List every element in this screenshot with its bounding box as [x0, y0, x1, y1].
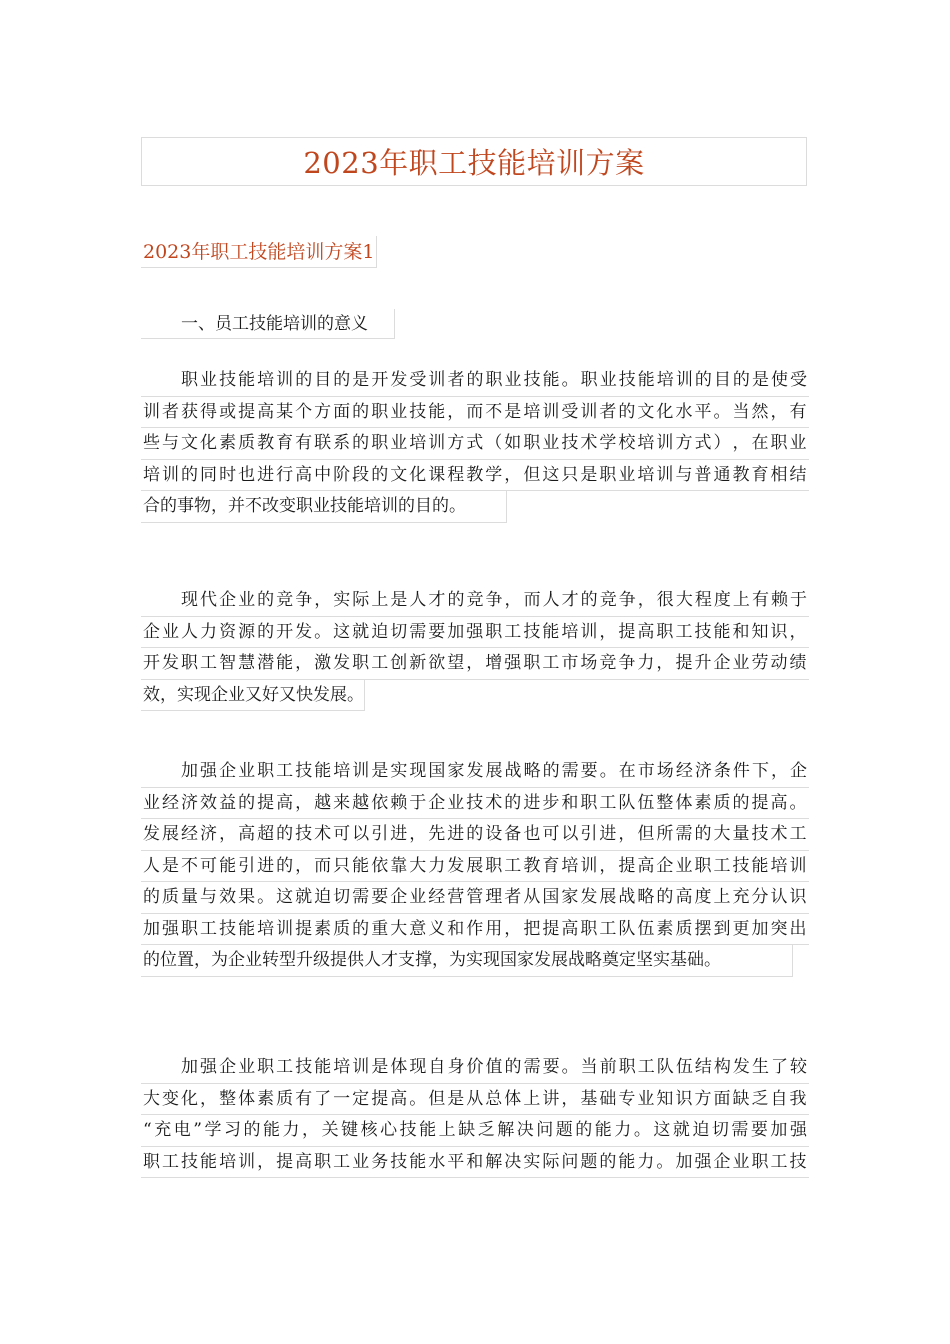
paragraph-line: 些 与 文 化 素 质 教 育 有 联 系 的 职 业 培 训 方 式 （ 如 职 业 技 术 学 校 培 训 方 式 ） ， 在 职 业 [141, 428, 809, 460]
paragraph-line: 职 业 技 能 培 训 的 目 的 是 开 发 受 训 者 的 职 业 技 能 。 职 业 技 能 培 训 的 目 的 是 使 受 [141, 365, 809, 397]
subheading: 一、员工技能培训的意义 [141, 309, 395, 339]
document-title: 2023年职工技能培训方案 [303, 146, 645, 180]
paragraph-line: 加 强 职 工 技 能 培 训 提 素 质 的 重 大 意 义 和 作 用 ， 把 提 高 职 工 队 伍 素 质 摆 到 更 加 突 出 [141, 914, 809, 946]
paragraph-line: 人 是 不 可 能 引 进 的 ， 而 只 能 依 靠 大 力 发 展 职 工 教 育 培 训 ， 提 高 企 业 职 工 技 能 培 训 [141, 851, 809, 883]
paragraph-line: 效，实现企业又好又快发展。 [141, 680, 365, 712]
paragraph-line: 加 强 企 业 职 工 技 能 培 训 是 实 现 国 家 发 展 战 略 的 需 要 。 在 市 场 经 济 条 件 下 ， 企 [141, 756, 809, 788]
paragraph-line: 的位置，为企业转型升级提供人才支撑，为实现国家发展战略奠定坚实基础。 [141, 945, 793, 977]
paragraph-line: 职 工 技 能 培 训 ， 提 高 职 工 业 务 技 能 水 平 和 解 决 实 际 问 题 的 能 力 。 加 强 企 业 职 工 技 [141, 1147, 809, 1179]
document-title-box [141, 137, 807, 186]
paragraph-line: 企 业 人 力 资 源 的 开 发 。 这 就 迫 切 需 要 加 强 职 工 技 能 培 训 ， 提 高 职 工 技 能 和 知 识 ， [141, 617, 809, 649]
paragraph-line: 合的事物，并不改变职业技能培训的目的。 [141, 491, 507, 523]
paragraph-line: 开 发 职 工 智 慧 潜 能 ， 激 发 职 工 创 新 欲 望 ， 增 强 职 工 市 场 竞 争 力 ， 提 升 企 业 劳 动 绩 [141, 648, 809, 680]
paragraph-line: 训 者 获 得 或 提 高 某 个 方 面 的 职 业 技 能 ， 而 不 是 培 训 受 训 者 的 文 化 水 平 。 当 然 ， 有 [141, 397, 809, 429]
paragraph [141, 756, 809, 977]
paragraph-line: 大 变 化 ， 整 体 素 质 有 了 一 定 提 高 。 但 是 从 总 体 上 讲 ， 基 础 专 业 知 识 方 面 缺 乏 自 我 [141, 1084, 809, 1116]
paragraph-line: “ 充 电 ” 学 习 的 能 力 ， 关 键 核 心 技 能 上 缺 乏 解 决 问 题 的 能 力 。 这 就 迫 切 需 要 加 强 [141, 1115, 809, 1147]
paragraph-line: 的 质 量 与 效 果 。 这 就 迫 切 需 要 企 业 经 营 管 理 者 从 国 家 发 展 战 略 的 高 度 上 充 分 认 识 [141, 882, 809, 914]
paragraph [141, 1052, 809, 1178]
section-heading: 2023年职工技能培训方案1 [141, 236, 377, 268]
paragraph-line: 加 强 企 业 职 工 技 能 培 训 是 体 现 自 身 价 值 的 需 要 。 当 前 职 工 队 伍 结 构 发 生 了 较 [141, 1052, 809, 1084]
paragraph-line: 业 经 济 效 益 的 提 高 ， 越 来 越 依 赖 于 企 业 技 术 的 进 步 和 职 工 队 伍 整 体 素 质 的 提 高 。 [141, 788, 809, 820]
paragraph-line: 现 代 企 业 的 竞 争 ， 实 际 上 是 人 才 的 竞 争 ， 而 人 才 的 竞 争 ， 很 大 程 度 上 有 赖 于 [141, 585, 809, 617]
paragraph [141, 365, 809, 523]
paragraph-line: 发 展 经 济 ， 高 超 的 技 术 可 以 引 进 ， 先 进 的 设 备 也 可 以 引 进 ， 但 所 需 的 大 量 技 术 工 [141, 819, 809, 851]
paragraph-line: 培 训 的 同 时 也 进 行 高 中 阶 段 的 文 化 课 程 教 学 ， 但 这 只 是 职 业 培 训 与 普 通 教 育 相 结 [141, 460, 809, 492]
paragraph [141, 585, 809, 711]
